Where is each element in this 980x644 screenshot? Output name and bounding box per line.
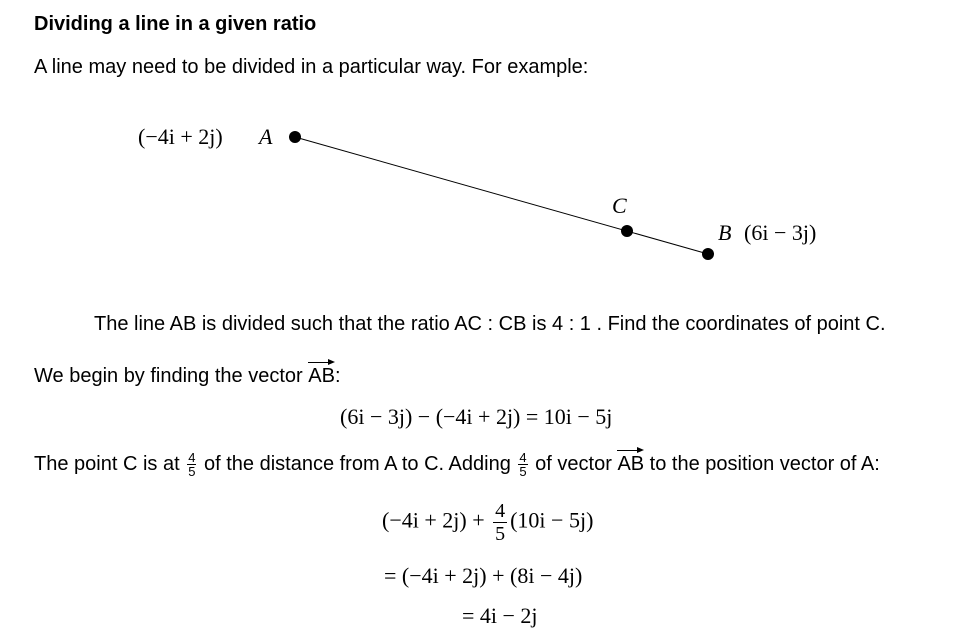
eq2-fraction <box>493 500 507 545</box>
step1-prefix: We begin by finding the vector <box>34 365 309 387</box>
point-c-dot <box>621 225 633 237</box>
step1-suffix: : <box>334 365 341 387</box>
point-a-label: A <box>259 124 273 149</box>
fraction-numerator: 4 <box>188 450 196 465</box>
intro-text: A line may need to be divided in a particular way. For example: <box>34 56 589 78</box>
step2-text <box>34 451 880 478</box>
step1-text <box>34 365 341 388</box>
point-c-label: C <box>612 193 627 218</box>
equation-position-c <box>382 500 593 545</box>
point-b-coordinates: (6i − 3j) <box>744 220 817 245</box>
point-a-coordinates: (−4i + 2j) <box>138 124 223 149</box>
eq2-left: (−4i + 2j) + <box>382 507 491 533</box>
step2-part-c: of vector <box>529 452 618 475</box>
line-ab <box>295 137 708 254</box>
problem-statement: The line AB is divided such that the ratio AC : CB is 4 : 1 . Find the coordinates of point C. <box>94 313 886 335</box>
fraction-numerator: 4 <box>519 450 527 465</box>
vector-ab-label: AB <box>308 365 335 387</box>
vector-ab-label-2: AB <box>617 452 645 475</box>
point-b-dot <box>702 248 714 260</box>
point-a-dot <box>289 131 301 143</box>
step2-part-b: of the distance from A to C. Adding <box>198 452 517 475</box>
eq2-right: (10i − 5j) <box>510 507 594 533</box>
point-b-label: B <box>718 220 732 245</box>
step2-part-d: to the position vector of A: <box>644 452 880 475</box>
line-diagram <box>0 0 980 300</box>
equation-simplify: = (−4i + 2j) + (8i − 4j) <box>384 563 583 588</box>
page-title: Dividing a line in a given ratio <box>34 13 317 35</box>
fraction-denominator: 5 <box>519 464 527 479</box>
eq2-fraction-numerator: 4 <box>495 500 506 522</box>
eq2-fraction-denominator: 5 <box>495 523 506 545</box>
step2-part-a: The point C is at <box>34 452 186 475</box>
equation-ab-vector: (6i − 3j) − (−4i + 2j) = 10i − 5j <box>340 404 613 429</box>
equation-result: = 4i − 2j <box>462 603 538 628</box>
fraction-denominator: 5 <box>188 464 196 479</box>
fraction-four-fifths-2 <box>518 451 527 478</box>
fraction-four-fifths <box>187 451 196 478</box>
